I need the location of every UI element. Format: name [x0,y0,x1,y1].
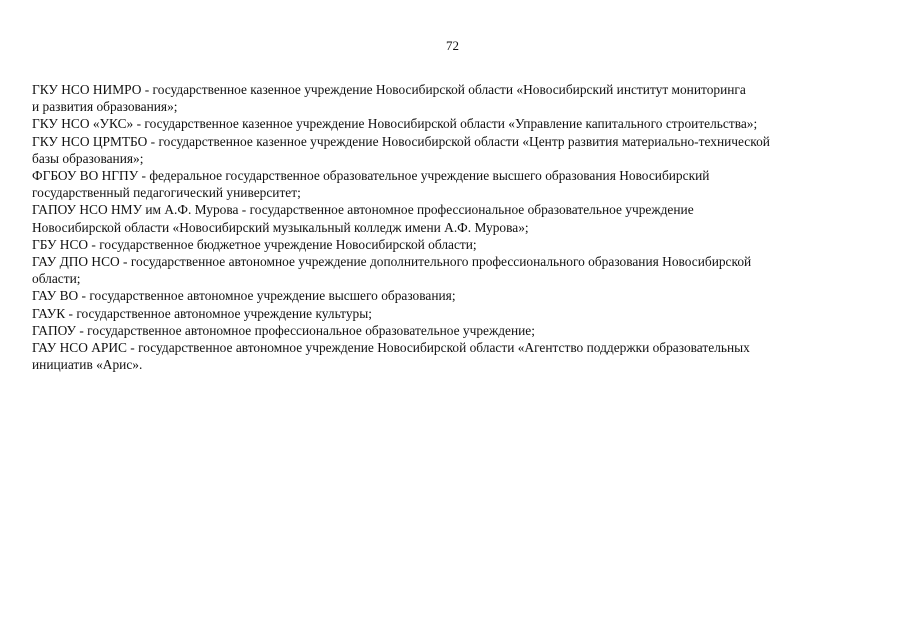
abbreviation-entry-gau-vo: ГАУ ВО - государственное автономное учреждение высшего образования; [32,288,456,304]
abbreviation-entry-gbu-nso: ГБУ НСО - государственное бюджетное учреждение Новосибирской области; [32,236,477,252]
abbreviation-entry-fgbou-vo-ngpu: ФГБОУ ВО НГПУ - федеральное государственное образовательное учреждение высшего образования Новосибирский государственный педагогический университет; [32,168,710,201]
page-number: 72 [446,38,459,53]
abbreviation-entry-gku-nso-nimro: ГКУ НСО НИМРО - государственное казенное учреждение Новосибирской области «Новосибирский институт мониторинга и развития образования»; [32,82,746,115]
abbreviation-entry-gapou-nso-nmu: ГАПОУ НСО НМУ им А.Ф. Мурова - государственное автономное профессиональное образовательное учреждение Новосибирской области «Новосибирский музыкальный колледж имени А.Ф. Мурова»; [32,202,694,235]
abbreviation-entry-gku-nso-crmtbo: ГКУ НСО ЦРМТБО - государственное казенное учреждение Новосибирской области «Центр развития материально-технической базы образования»; [32,133,770,166]
abbreviation-entry-gau-dpo-nso: ГАУ ДПО НСО - государственное автономное учреждение дополнительного профессионального образования Новосибирской области; [32,254,752,287]
abbreviation-entry-gku-nso-uks: ГКУ НСО «УКС» - государственное казенное учреждение Новосибирской области «Управление капитального строительства»; [32,116,758,132]
abbreviation-entry-gauk: ГАУК - государственное автономное учреждение культуры; [32,305,372,321]
abbreviation-entry-gau-nso-aris: ГАУ НСО АРИС - государственное автономное учреждение Новосибирской области «Агентство поддержки образовательных инициатив «Арис». [32,340,750,373]
abbreviation-list [32,81,882,373]
abbreviation-entry-gapou: ГАПОУ - государственное автономное профессиональное образовательное учреждение; [32,322,535,338]
